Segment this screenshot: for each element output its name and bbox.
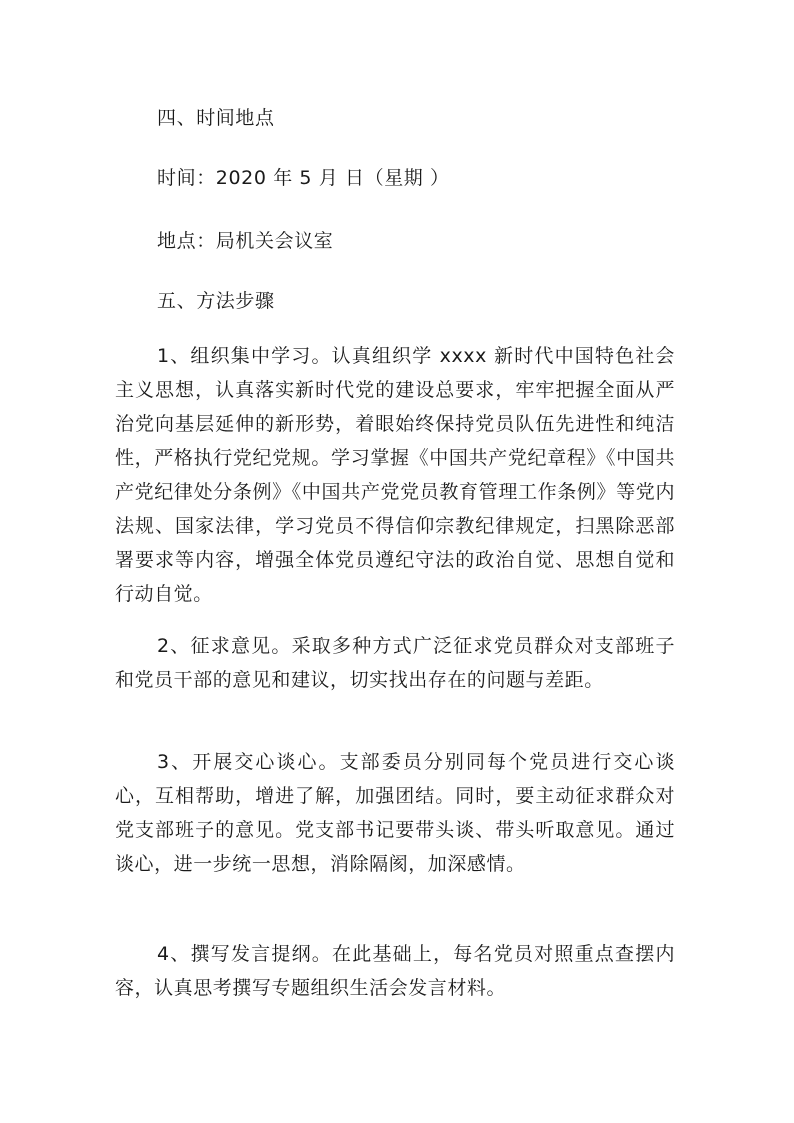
paragraph-opinions: 2、征求意见。采取多种方式广泛征求党员群众对支部班子和党员干部的意见和建议，切实找出存在的问题与差距。: [115, 635, 675, 691]
section-heading-time-place: 四、时间地点: [157, 107, 275, 129]
paragraph-study: 1、组织集中学习。认真组织学 xxxx 新时代中国特色社会主义思想，认真落实新时代党的建设总要求，牢牢把握全面从严治党向基层延伸的新形势，着眼始终保持党员队伍先进性和纯洁性，严格执行党纪党规。学习掌握《中国共产党纪章程》《中国共产党纪律处分条例》《中国共产党党员教育管理工作条例》等党内法规、国家法律，学习党员不得信仰宗教纪律规定，扫黑除恶部署要求等内容，增强全体党员遵纪守法的政治自觉、思想自觉和行动自觉。: [115, 345, 675, 605]
time-line: 时间：2020 年 5 月 日（星期 ）: [157, 167, 450, 189]
paragraph-outline: 4、撰写发言提纲。在此基础上，每名党员对照重点查摆内容，认真思考撰写专题组织生活会发言材料。: [115, 943, 675, 999]
paragraph-heart-talk: 3、开展交心谈心。支部委员分别同每个党员进行交心谈心，互相帮助，增进了解，加强团结。同时，要主动征求群众对党支部班子的意见。党支部书记要带头谈、带头听取意见。通过谈心，进一步统一思想，消除隔阂，加深感情。: [115, 751, 675, 875]
place-line: 地点：局机关会议室: [157, 230, 334, 252]
section-heading-methods: 五、方法步骤: [157, 290, 275, 312]
